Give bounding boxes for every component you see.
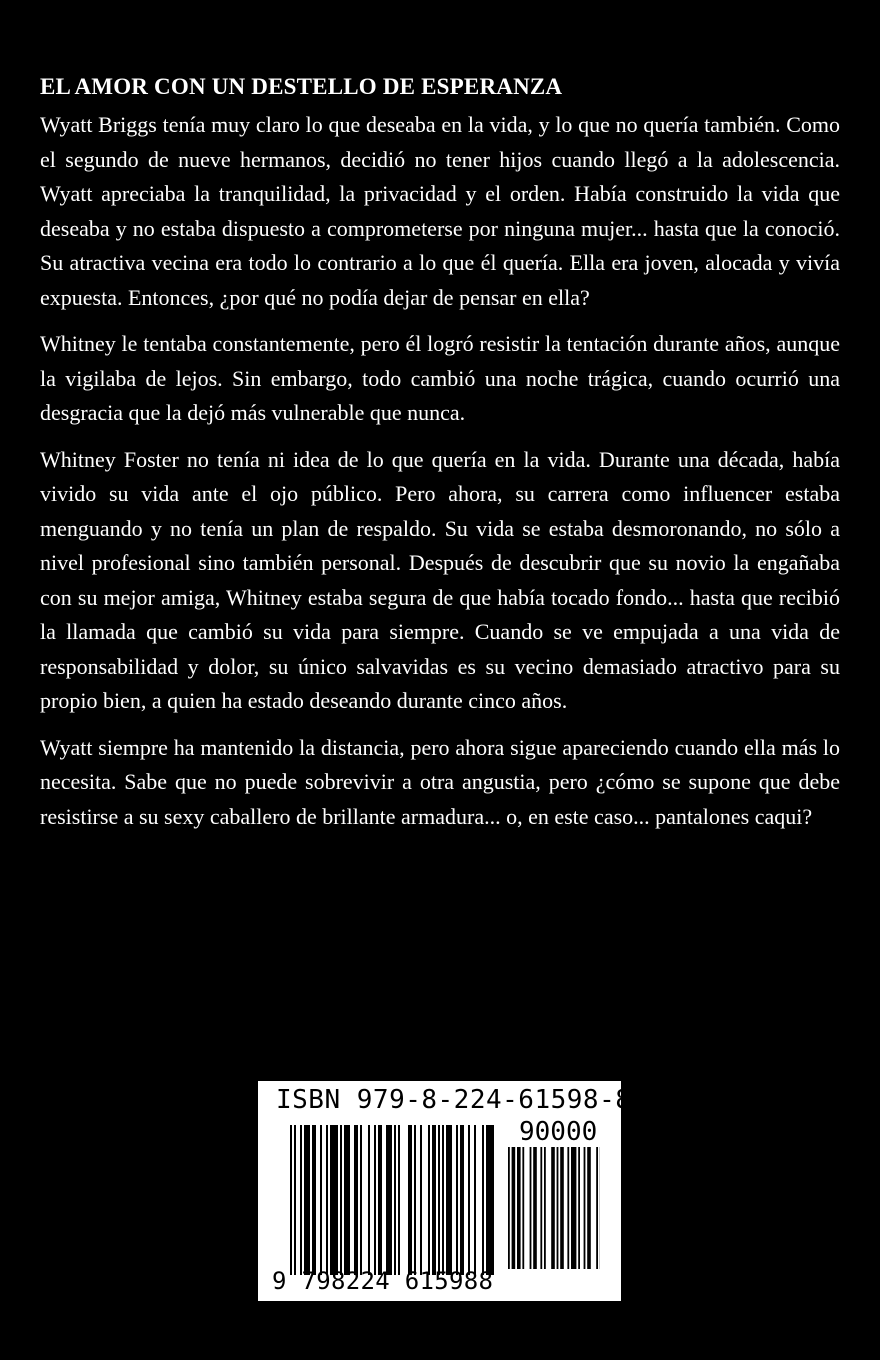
barcode-bar xyxy=(330,1125,338,1275)
barcode-bar xyxy=(446,1125,452,1275)
barcode-bar xyxy=(428,1125,430,1275)
barcode-bar xyxy=(420,1125,422,1275)
barcode-bar xyxy=(374,1125,376,1275)
blurb-paragraph-2: Whitney le tentaba constantemente, pero él logró resistir la tentación durante años, aunque la vigilaba de lejos. Sin embargo, todo cambió una noche trágica, cuando ocurrió una desgracia que la dejó más vulnerable que nunca. xyxy=(40,331,840,425)
barcode-bar xyxy=(578,1147,580,1269)
ean-digits: 9 798224 615988 xyxy=(272,1267,494,1295)
barcode-bar xyxy=(522,1147,524,1269)
blurb-paragraph-3: Whitney Foster no tenía ni idea de lo que quería en la vida. Durante una década, había vivido su vida ante el ojo público. Pero ahora, su carrera como influencer estaba menguando y no tenía un plan de respaldo. Su vida se estaba desmoronando, no sólo a nivel profesional sino también personal. Después de descubrir que su novio la engañaba con su mejor amiga, Whitney estaba segura de que había tocado fondo... hasta que recibió la llamada que cambió su vida para siempre. Cuando se ve empujada a una vida de responsabilidad y dolor, su único salvavidas es su vecino demasiado atractivo para su propio bien, a quien ha estado deseando durante cinco años. xyxy=(40,446,840,713)
barcode-bar xyxy=(584,1147,586,1269)
barcode-bar xyxy=(438,1125,440,1275)
barcode-bar xyxy=(442,1125,444,1275)
barcode-bar xyxy=(517,1147,521,1269)
price-code: 90000 xyxy=(519,1117,598,1147)
barcode-bar xyxy=(360,1125,362,1275)
barcode-bar xyxy=(394,1125,396,1275)
barcode-bar xyxy=(571,1147,576,1269)
barcode-bar xyxy=(456,1125,458,1275)
barcode-bar xyxy=(482,1125,484,1275)
barcode-bar xyxy=(368,1125,370,1275)
barcode-bar xyxy=(312,1125,316,1275)
barcode-bar xyxy=(551,1147,555,1269)
blurb-paragraph-4: Wyatt siempre ha mantenido la distancia, pero ahora sigue apareciendo cuando ella más lo necesita. Sabe que no puede sobrevivir a otra angustia, pero ¿cómo se supone que debe resistirse a su sexy caballero de brillante armadura... o, en este caso... pantalones caqui? xyxy=(40,734,840,829)
barcode-bar xyxy=(290,1125,292,1275)
barcode-bar xyxy=(468,1125,470,1275)
barcode-bar xyxy=(386,1125,392,1275)
isbn-barcode xyxy=(258,1081,632,1301)
barcode-bar xyxy=(508,1147,510,1269)
barcode-bar xyxy=(344,1125,350,1275)
blurb-title: EL AMOR CON UN DESTELLO DE ESPERANZA xyxy=(40,74,563,99)
back-cover-text xyxy=(40,70,840,846)
barcode-bar xyxy=(304,1125,310,1275)
barcode-bar xyxy=(398,1125,400,1275)
barcode-bar xyxy=(408,1125,412,1275)
barcode-bar xyxy=(596,1147,598,1269)
barcode-bar xyxy=(557,1147,559,1269)
barcode-bar xyxy=(378,1125,382,1275)
barcode-bar xyxy=(544,1147,546,1269)
barcode-bar xyxy=(474,1125,476,1275)
barcode-bar xyxy=(320,1125,322,1275)
isbn-label: ISBN 979-8-224-61598-8 xyxy=(276,1085,632,1115)
barcode-bar xyxy=(567,1147,569,1269)
barcode-bar xyxy=(460,1125,464,1275)
barcode-bar xyxy=(300,1125,302,1275)
addon-barcode-bars xyxy=(508,1147,600,1269)
barcode-bar xyxy=(340,1125,342,1275)
barcode-bar xyxy=(486,1125,494,1275)
barcode-bar xyxy=(587,1147,591,1269)
barcode-bar xyxy=(414,1125,416,1275)
barcode-bar xyxy=(294,1125,296,1275)
barcode-bar xyxy=(530,1147,532,1269)
barcode-bar xyxy=(512,1147,516,1269)
ean-barcode-bars xyxy=(290,1125,494,1275)
barcode-bar xyxy=(354,1125,358,1275)
barcode-bar xyxy=(540,1147,542,1269)
blurb-paragraph-1: Wyatt Briggs tenía muy claro lo que deseaba en la vida, y lo que no quería también. Como el segundo de nueve hermanos, decidió no tener hijos cuando llegó a la adolescencia. Wyatt apreciaba la tranquilidad, la privacidad y el orden. Había construido la vida que deseaba y no estaba dispuesto a comprometerse por ninguna mujer... hasta que la conoció. Su atractiva vecina era todo lo contrario a lo que él quería. Ella era joven, alocada y vivía expuesta. Entonces, ¿por qué no podía dejar de pensar en ella? xyxy=(40,112,840,310)
barcode-bar xyxy=(533,1147,537,1269)
barcode-bar xyxy=(560,1147,564,1269)
barcode-bar xyxy=(326,1125,328,1275)
barcode-bar xyxy=(432,1125,436,1275)
